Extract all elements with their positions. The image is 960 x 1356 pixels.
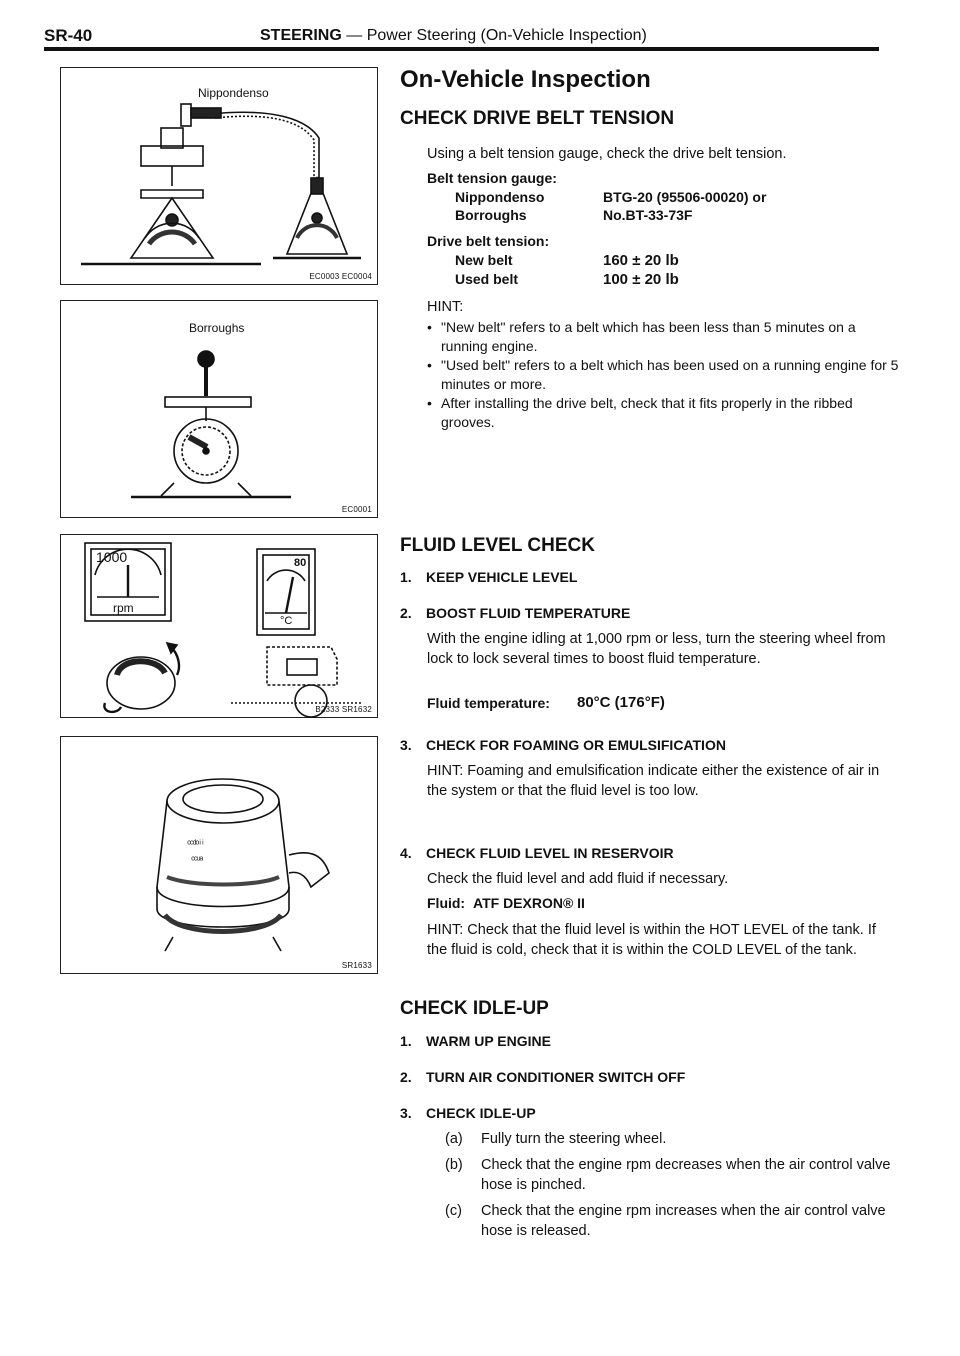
tension-key: Used belt — [455, 271, 519, 287]
fluid-step: 2. BOOST FLUID TEMPERATURE — [400, 605, 631, 621]
idle-step: 3. CHECK IDLE-UP — [400, 1105, 536, 1121]
belt-intro: Using a belt tension gauge, check the drive belt tension. — [427, 146, 787, 162]
figure-label-nippondenso: Nippondenso — [198, 86, 269, 100]
chapter-name: STEERING — [260, 27, 342, 44]
svg-text:ͨ ͨ ͧ ͣ: ͨ ͨ ͧ ͣ — [193, 855, 202, 866]
gauge-label: Belt tension gauge: — [427, 170, 557, 186]
gauge-key: Nippondenso — [455, 189, 545, 205]
fluid-value: ATF DEXRON® II — [473, 895, 585, 911]
fluid-temp-value: 80°C (176°F) — [577, 694, 665, 711]
header-rule — [44, 47, 879, 51]
figure-code: EC0003 EC0004 — [309, 272, 372, 281]
fluid-step: 1. KEEP VEHICLE LEVEL — [400, 569, 578, 585]
tension-label: Drive belt tension: — [427, 233, 550, 249]
heading-drive-belt: CHECK DRIVE BELT TENSION — [400, 108, 675, 129]
temp-value: 80 — [294, 557, 307, 569]
hint-text: "New belt" refers to a belt which has been less than 5 minutes on a running engine. — [441, 319, 856, 354]
gauge-key: Borroughs — [455, 207, 527, 223]
rpm-unit: rpm — [113, 601, 134, 615]
step4-hint: HINT: Check that the fluid level is within the HOT LEVEL of the tank. If the fluid is cold, check that it is within the COLD LEVEL of the tank. — [427, 922, 876, 958]
step2-text: With the engine idling at 1,000 rpm or less, turn the steering wheel from lock to lock several times to boost fluid temperature. — [427, 631, 886, 667]
figure-code: B2333 SR1632 — [315, 705, 372, 714]
idle-step: 2. TURN AIR CONDITIONER SWITCH OFF — [400, 1069, 686, 1085]
hint-text: "Used belt" refers to a belt which has been used on a running engine for 5 minutes or more. — [441, 357, 899, 392]
section-name: — Power Steering (On-Vehicle Inspection) — [346, 27, 647, 44]
figure-borroughs-gauge — [60, 300, 378, 518]
fluid-temp-label: Fluid temperature: — [427, 695, 550, 711]
figure-code: EC0001 — [341, 505, 372, 514]
tension-value: 100 ± 20 lb — [603, 271, 679, 288]
page-header — [44, 26, 879, 48]
step3-hint: HINT: Foaming and emulsification indicate either the existence of air in the system or that the fluid level is too low. — [427, 763, 880, 799]
svg-text:ͨ ͨ ͩ ͦ ͥ ͥ: ͨ ͨ ͩ ͦ ͥ ͥ — [189, 839, 203, 850]
reservoir-drawing — [61, 737, 379, 975]
figure-nippondenso-gauge — [60, 67, 378, 285]
gauge-value: BTG-20 (95506-00020) or — [603, 189, 767, 205]
temp-unit: °C — [280, 615, 293, 627]
nippondenso-gauge-drawing — [61, 68, 379, 286]
heading-fluid-level: FLUID LEVEL CHECK — [400, 535, 595, 556]
page-number: SR-40 — [44, 26, 93, 45]
heading-idle-up: CHECK IDLE-UP — [400, 998, 549, 1019]
gauge-value: No.BT-33-73F — [603, 207, 693, 223]
hint-label: HINT: — [427, 299, 464, 315]
fluid-label: Fluid: — [427, 895, 466, 911]
hint-text: After installing the drive belt, check that it fits properly in the ribbed grooves. — [441, 395, 853, 430]
figure-code: SR1633 — [341, 961, 372, 970]
header-title — [260, 27, 647, 45]
section-title: On-Vehicle Inspection — [400, 66, 651, 93]
figure-reservoir — [60, 736, 378, 974]
tension-value: 160 ± 20 lb — [603, 252, 679, 269]
tension-key: New belt — [455, 252, 513, 268]
fluid-step: 3. CHECK FOR FOAMING OR EMULSIFICATION — [400, 737, 726, 753]
figure-fluid-temperature — [60, 534, 378, 718]
fluid-step: 4. CHECK FLUID LEVEL IN RESERVOIR — [400, 845, 674, 861]
idle-step: 1. WARM UP ENGINE — [400, 1033, 551, 1049]
rpm-value: 1000 — [96, 549, 128, 565]
step4-text: Check the fluid level and add fluid if necessary. — [427, 871, 729, 887]
figure-label-borroughs: Borroughs — [189, 321, 245, 335]
